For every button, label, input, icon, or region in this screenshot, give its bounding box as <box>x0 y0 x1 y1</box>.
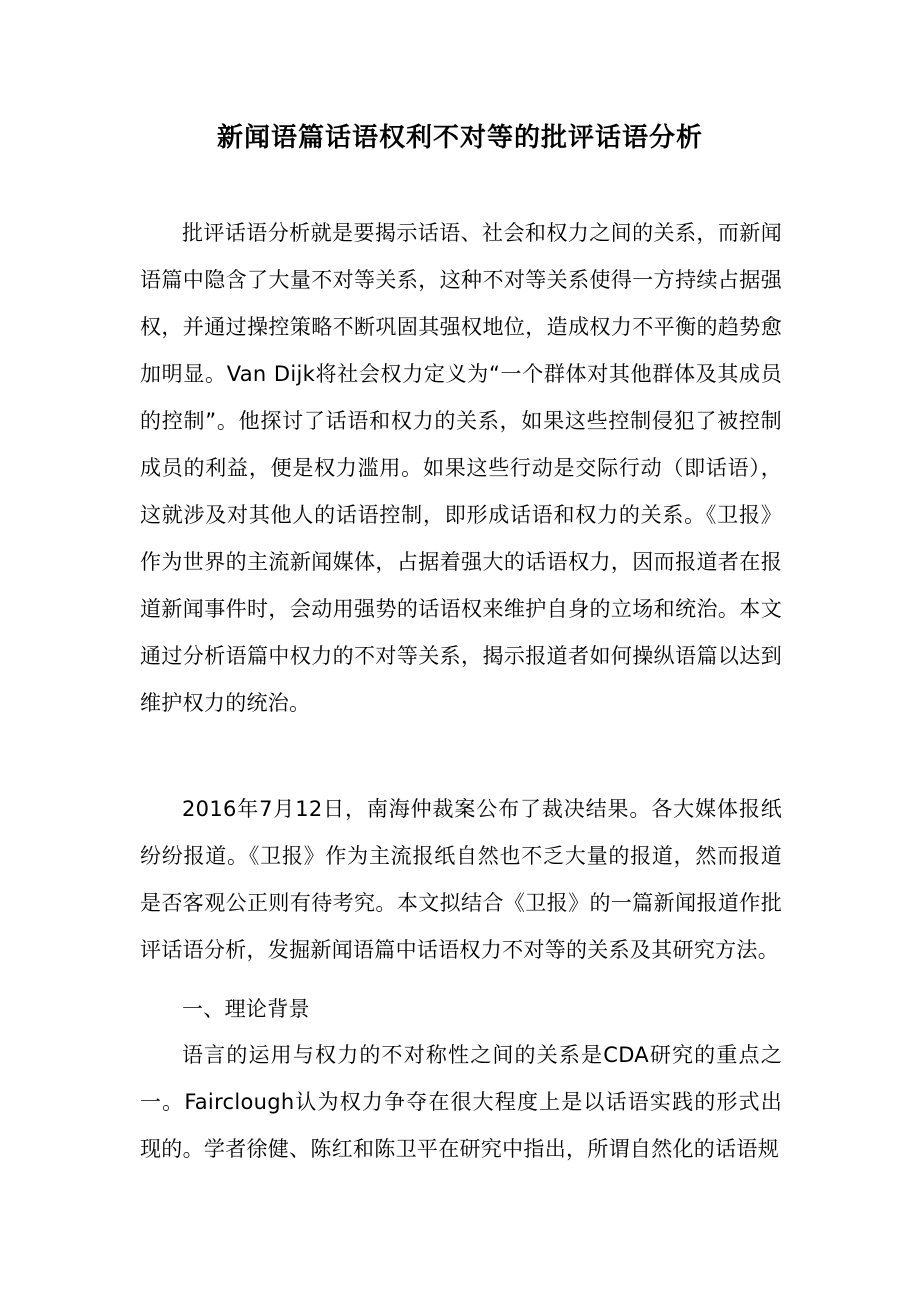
body-paragraph: 2016年7月12日，南海仲裁案公布了裁决结果。各大媒体报纸纷纷报道。《卫报》作为主流报纸自然也不乏大量的报道，然而报道是否客观公正则有待考究。本文拟结合《卫报》的一篇新闻报道作批评话语分析，发掘新闻语篇中话语权力不对等的关系及其研究方法。 <box>140 797 782 962</box>
document-title: 新闻语篇话语权利不对等的批评话语分析 <box>216 123 703 153</box>
intro-paragraph: 批评话语分析就是要揭示话语、社会和权力之间的关系，而新闻语篇中隐含了大量不对等关系，这种不对等关系使得一方持续占据强权，并通过操控策略不断巩固其强权地位，造成权力不平衡的趋势愈加明显。Van Dijk将社会权力定义为“一个群体对其他群体及其成员的控制”。他探讨了话语和权力的关系，如果这些控制侵犯了被控制成员的利益，便是权力滥用。如果这些行动是交际行动（即话语），这就涉及对其他人的话语控制，即形成话语和权力的关系。《卫报》作为世界的主流新闻媒体，占据着强大的话语权力，因而报道者在报道新闻事件时，会动用强势的话语权来维护自身的立场和统治。本文通过分析语篇中权力的不对等关系，揭示报道者如何操纵语篇以达到维护权力的统治。 <box>140 221 782 715</box>
section-heading: 一、理论背景 <box>182 997 310 1021</box>
section-paragraph: 语言的运用与权力的不对称性之间的关系是CDA研究的重点之一。Fairclough认为权力争夺在很大程度上是以话语实践的形式出现的。学者徐健、陈红和陈卫平在研究中指出，所谓自然化的话语规 <box>140 1043 782 1161</box>
